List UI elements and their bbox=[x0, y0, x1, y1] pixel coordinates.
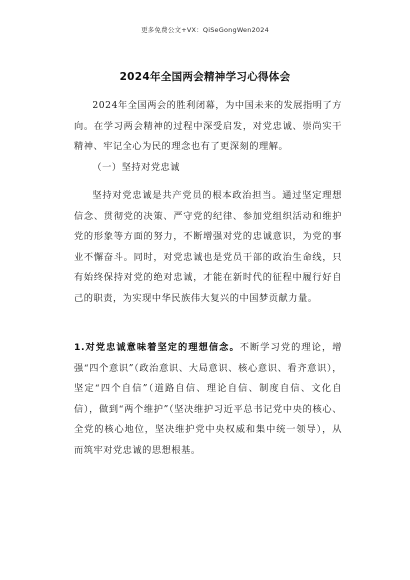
document-title: 2024年全国两会精神学习心得体会 bbox=[119, 71, 291, 83]
point-body: 不断学习党的理论，增强“四个意识”（政治意识、大局意识、核心意识、看齐意识），坚定“四个自信”（道路自信、理论自信、制度自信、文化自信），做到“两个维护”（坚决维护习近平总书记党中央的核心、全党的核心地位，坚决维护党中央权威和集中统一领导），从而筑牢对党忠诚的思想根基。 bbox=[74, 342, 343, 456]
section-paragraph: 坚持对党忠诚是共产党员的根本政治担当。通过坚定理想信念、贯彻党的决策、严守党的纪律、参加党组织活动和维护党的形象等方面的努力，不断增强对党的忠诚意识，为党的事业不懈奋斗。同时，对党忠诚也是党员干部的政治生命线，只有始终保持对党的绝对忠诚，才能在新时代的征程中履行好自己的职责，为实现中华民族伟大复兴的中国梦贡献力量。 bbox=[74, 190, 342, 304]
point-lead: 1.对党忠诚意味着坚定的理想信念。 bbox=[74, 342, 240, 353]
section-body-block bbox=[74, 186, 342, 310]
intro-paragraph: 2024年全国两会的胜利闭幕，为中国未来的发展指明了方向。在学习两会精神的过程中深受启发，对党忠诚、崇尚实干精神、牢记全心为民的理念也有了更深刻的理解。 bbox=[74, 100, 342, 153]
intro-block bbox=[74, 96, 342, 178]
point-paragraph bbox=[74, 338, 342, 462]
section-heading: （一）坚持对党忠诚 bbox=[92, 161, 181, 173]
point-block bbox=[74, 338, 342, 462]
header-note: 更多免费公文+VX：QiSeGongWen2024 bbox=[141, 26, 269, 34]
